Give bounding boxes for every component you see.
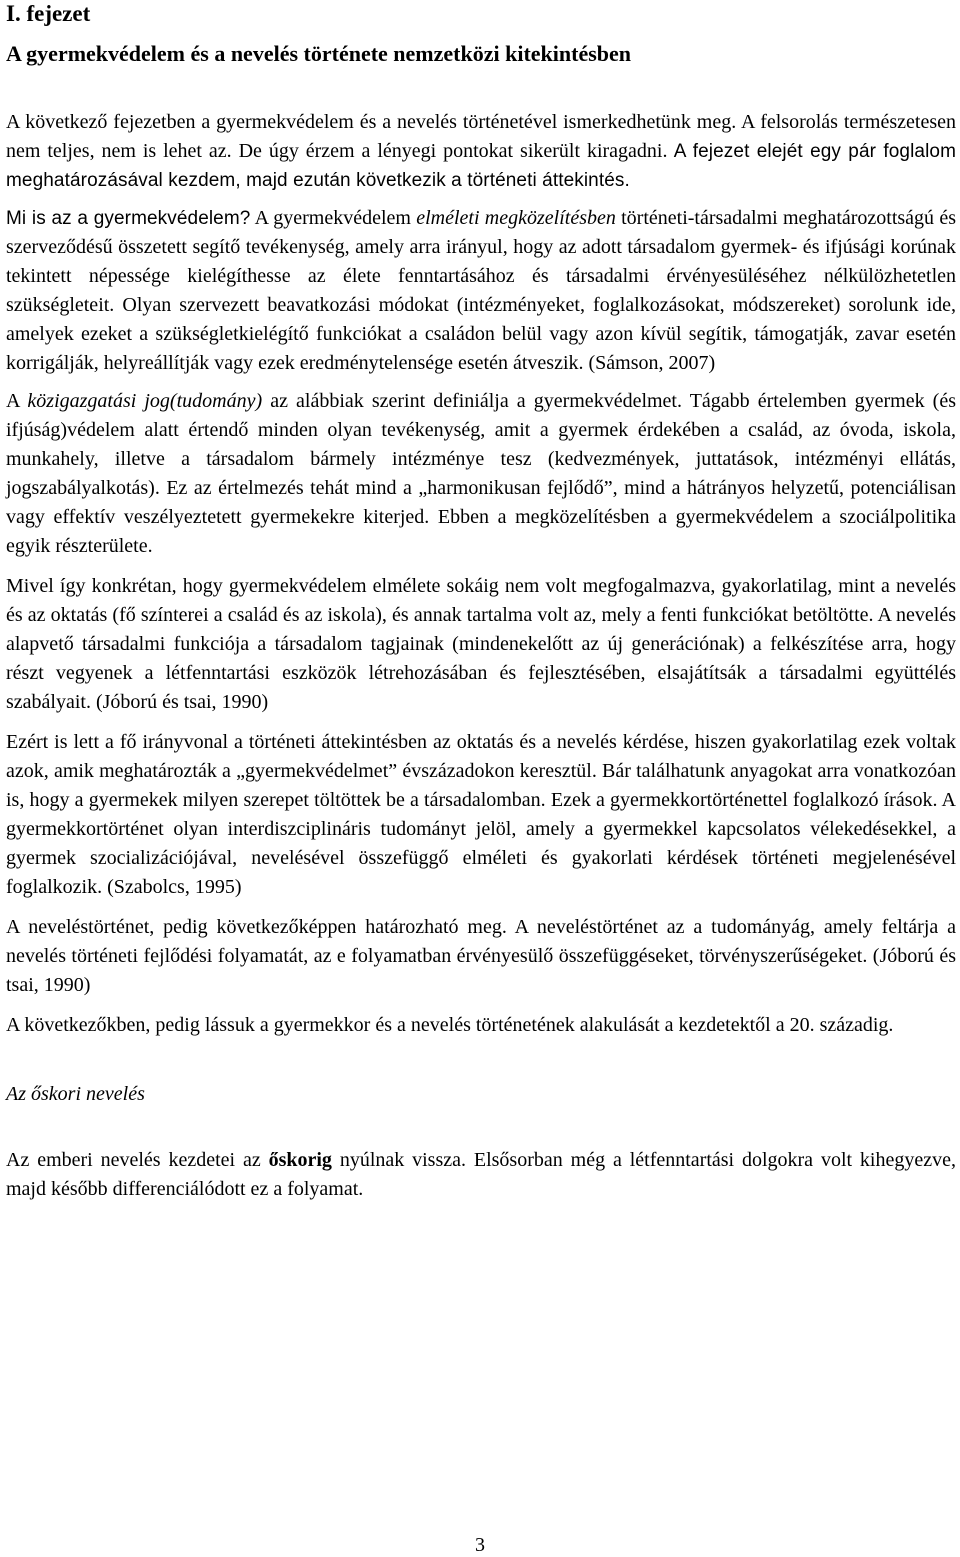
oskori-bold-term: őskorig: [268, 1149, 332, 1171]
section-heading: Az őskori nevelés: [6, 1083, 145, 1105]
definition-question: Mi is az a gyermekvédelem?: [6, 208, 251, 229]
intro-paragraph: [6, 108, 956, 195]
administrative-text-1: A: [6, 390, 28, 412]
chapter-title: A gyermekvédelem és a nevelés története nemzetközi kitekintésben: [6, 41, 632, 66]
administrative-italic-term: közigazgatási jog(tudomány): [27, 390, 263, 412]
definition-italic-term: elméleti megközelítésben: [416, 207, 616, 229]
intro-text-part1: A következő fejezetben a gyermekvédelem és a nevelés történetével ismerkedhetünk meg. A felsorolás természetesen nem teljes, nem is lehet az. De úgy érzem a lényegi pontokat sikerült kiragadni.: [6, 111, 956, 162]
definition-text-1: A gyermekvédelem: [250, 207, 417, 229]
ezert-paragraph: Ezért is lett a fő irányvonal a történeti áttekintésben az oktatás és a nevelés kérdése, hiszen gyakorlatilag ezek voltak azok, amik meghatározták a „gyermekvédelmet” évszázadokon keresztül. Bár találhatunk anyagokat arra vonatkozóan is, hogy a gyermekek milyen szerepet töltöttek be a társadalomban. Ezek a gyermekkortörténettel foglalkozó írások. A gyermekkortörténet olyan interdiszciplináris tudományt jelöl, amely a gyermekkel kapcsolatos vélekedésekkel, a gyermek szocializációjával, nevelésével összefüggő elméleti és gyakorlati kérdések történeti megjelenésével foglalkozik. (Szabolcs, 1995): [6, 731, 956, 898]
administrative-paragraph: [6, 387, 956, 561]
definition-text-2: történeti-társadalmi meghatározottságú és szerveződésű összetett segítő tevékenység, amely arra irányul, hogy az adott társadalom gyermek- és ifjúsági korúnak tekintett népessége kielégíthesse az élete fenntartásához és társadalmi érvényesüléséhez nélkülözhetetlen szükségleteit.: [6, 207, 956, 316]
oskori-text-1: Az emberi nevelés kezdetei az: [6, 1149, 269, 1171]
kovetkezok-paragraph: A következőkben, pedig lássuk a gyermekkor és a nevelés történetének alakulását a kezdetektől a 20. századig.: [6, 1014, 894, 1036]
intro-text-part2: A fejezet elejét egy pár foglalom meghatározásával kezdem, majd ezután következik a történeti áttekintés.: [6, 141, 956, 191]
definition-paragraph: [6, 204, 956, 378]
chapter-label: I. fejezet: [6, 1, 91, 26]
administrative-text-2: az alábbiak szerint definiálja a gyermekvédelmet. Tágabb értelemben gyermek (és ifjúság)védelem alatt értendő minden olyan tevékenység, amit a gyermek érdekében a család, az óvoda, iskola, munkahely, illetve a társadalom bármely intézménye tesz (kedvezmények, juttatások, intézményi ellátás, jogszabályalkotás). Ez az értelmezés tehát mind a „harmonikusan fejlődő”, mind a hátrányos helyzetű, potenciálisan vagy effektív veszélyeztetett gyermekekre kiterjed. Ebben a megközelítésben a gyermekvédelem a szociálpolitika egyik részterülete.: [6, 390, 956, 557]
oskori-text-2: nyúlnak vissza. Elsősorban még a létfenntartási dolgokra volt kihegyezve, majd később differenciálódott ez a folyamat.: [6, 1149, 956, 1200]
definition-text-3: Olyan szervezett beavatkozási módokat (intézményeket, foglalkozásokat, módszereket) sorolunk ide, amelyek ezeket a szükségletkielégítő funkciókat a családon belül vagy azon kívül segítik, támogatják, zavar esetén korrigálják, helyreállítják vagy ezek eredménytelensége esetén átveszik. (Sámson, 2007): [6, 294, 956, 374]
mivel-paragraph: Mivel így konkrétan, hogy gyermekvédelem elmélete sokáig nem volt megfogalmazva, gyakorlatilag, mint a nevelés és az oktatás (fő színterei a család és az iskola), és annak tartalma volt az, mely a fenti funkciókat betöltötte. A nevelés alapvető társadalmi funkciója a társadalom tagjainak (mindenekelőtt az új generációnak) a felkészítése arra, hogy részt vegyenek a létfenntartási eszközök létrehozásában és fejlesztésében, elsajátítsák a társadalmi együttélés szabályait. (Jóború és tsai, 1990): [6, 575, 956, 713]
document-page: [6, 0, 956, 1204]
oskori-paragraph: [6, 1146, 956, 1204]
nevelestortenet-paragraph: A neveléstörténet, pedig következőképpen határozható meg. A neveléstörténet az a tudományág, amely feltárja a nevelés történeti fejlődési folyamatát, az e folyamatban érvényesülő összefüggéseket, törvényszerűségeket. (Jóború és tsai, 1990): [6, 916, 956, 996]
page-number: 3: [475, 1534, 485, 1556]
